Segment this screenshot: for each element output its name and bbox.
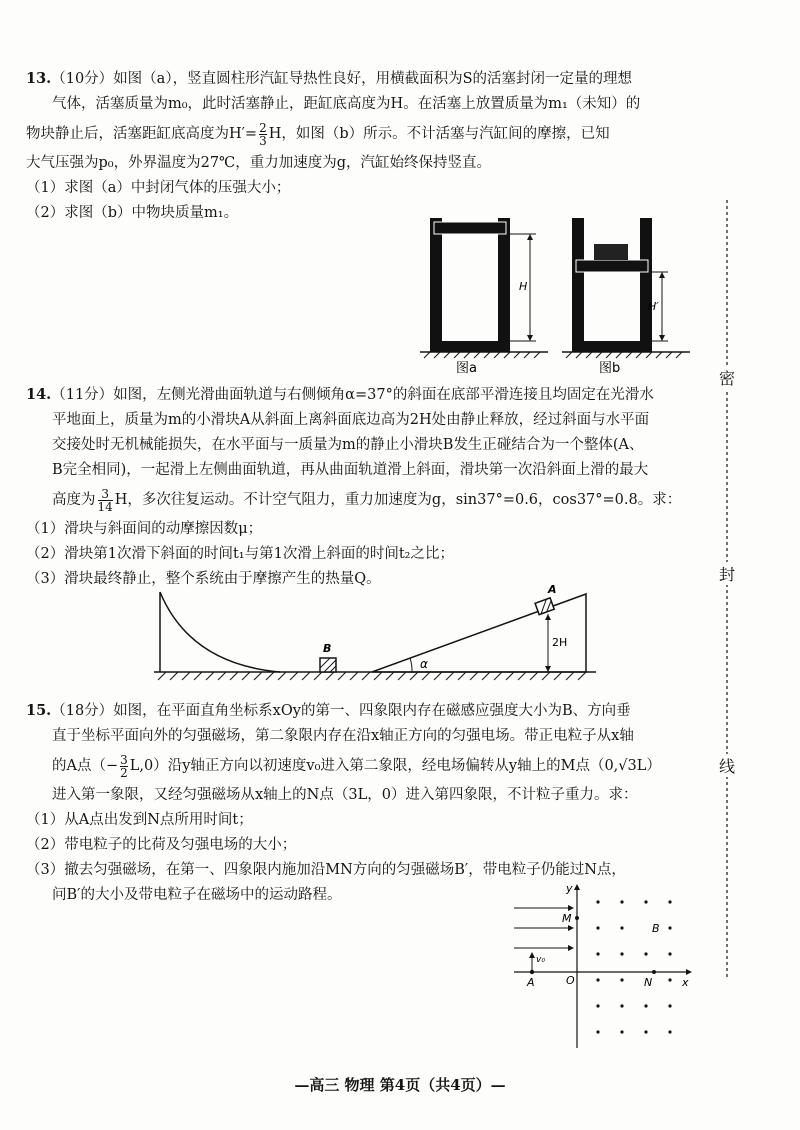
label-M: M <box>562 912 572 925</box>
q15-fraction <box>120 754 128 779</box>
q14-line3: 交接处时无机械能损失，在水平面与一质量为m的静止小滑块B发生正碰结合为一个整体(A、 <box>52 437 644 453</box>
seal-char-feng: 封 <box>712 562 742 585</box>
label-O: O <box>566 974 575 987</box>
fig-a-label: 图a <box>456 361 477 376</box>
seal-char-mi: 密 <box>712 366 742 389</box>
q13-text1: 如图（a），竖直圆柱形汽缸导热性良好，用横截面积为S的活塞封闭一定量的理想 <box>113 71 633 87</box>
q13-frac-num: 2 <box>259 120 267 135</box>
q14-number: 14. <box>26 386 52 403</box>
figure-a <box>420 218 548 376</box>
q13-line1 <box>26 66 706 92</box>
q15-sub3b: 问B′的大小及带电粒子在磁场中的运动路程。 <box>52 887 342 903</box>
q15-text3b: L,0）沿y轴正方向以初速度v₀进入第二象限，经电场偏转从y轴上的M点（0,√3L） <box>129 758 661 774</box>
q15-sub1: （1）从A点出发到N点所用时间t； <box>26 812 253 828</box>
q14-line1 <box>26 382 706 408</box>
label-B: B <box>323 642 332 655</box>
q14-line4: B完全相同)，一起滑上左侧曲面轨道，再从曲面轨道滑上斜面，滑块第一次沿斜面上滑的最大 <box>52 462 649 478</box>
incline <box>372 594 586 672</box>
question-14 <box>26 382 706 592</box>
q13-number: 13. <box>26 70 52 87</box>
label-y: y <box>566 882 573 895</box>
magnetic-field-dots <box>596 900 671 1033</box>
q13-fraction <box>259 122 267 147</box>
q13-line4: 大气压强为p₀，外界温度为27℃，重力加速度为g，汽缸始终保持竖直。 <box>26 155 492 171</box>
q14-figure <box>150 584 600 686</box>
q14-text5a: 高度为 <box>52 492 96 508</box>
q13-sub1: （1）求图（a）中封闭气体的压强大小； <box>26 180 291 196</box>
label-x: x <box>682 976 689 989</box>
q14-sub1: （1）滑块与斜面间的动摩擦因数μ； <box>26 521 263 537</box>
q15-line1 <box>26 698 706 724</box>
q15-number: 15. <box>26 702 52 719</box>
label-A: A <box>548 584 557 596</box>
q13-line3 <box>26 117 706 151</box>
seal-char-xian: 线 <box>712 754 742 777</box>
q14-sub3: （3）滑块最终静止，整个系统由于摩擦产生的热量Q。 <box>26 571 381 587</box>
q15-line4: 进入第一象限，又经匀强磁场从x轴上的N点（3L，0）进入第四象限，不计粒子重力。求： <box>52 787 638 803</box>
q14-sub2: （2）滑块第1次滑下斜面的时间t₁与第1次滑上斜面的时间t₂之比； <box>26 546 454 562</box>
question-13 <box>26 66 706 226</box>
q15-frac-num: 3 <box>120 752 128 767</box>
q15-text1: 如图，在平面直角坐标系xOy的第一、四象限内存在磁感应强度大小为B、方向垂 <box>113 703 631 719</box>
q13-text3b: H，如图（b）所示。不计活塞与汽缸间的摩擦，已知 <box>268 126 610 142</box>
q15-sub2: （2）带电粒子的比荷及匀强电场的大小； <box>26 837 297 853</box>
label-N: N <box>644 976 653 989</box>
page-footer: —高三 物理 第4页（共4页）— <box>294 1076 506 1094</box>
q15-line2: 直于坐标平面向外的匀强磁场，第二象限内存在沿x轴正方向的匀强电场。带正电粒子从x轴 <box>52 728 634 744</box>
q15-score: （18分） <box>51 703 114 719</box>
q13-line2: 气体，活塞质量为m₀，此时活塞静止，距缸底高度为H。在活塞上放置质量为m₁（未知）的 <box>52 96 641 112</box>
block-a <box>535 598 554 615</box>
fig-b-label: 图b <box>599 361 621 376</box>
q13-frac-den: 3 <box>259 133 267 148</box>
label-v0: v₀ <box>536 955 545 965</box>
q15-frac-den: 2 <box>120 765 128 780</box>
q13-text3a: 物块静止后，活塞距缸底高度为H′= <box>26 126 258 142</box>
q13-sub2: （2）求图（b）中物块质量m₁。 <box>26 205 239 221</box>
q14-text5b: H，多次往复运动。不计空气阻力，重力加速度为g，sin37°=0.6，cos37°=0.8。求： <box>114 492 682 508</box>
q15-text3a: 的A点（− <box>52 758 119 774</box>
curved-track <box>160 592 280 672</box>
q14-frac-den: 14 <box>97 499 113 514</box>
q14-score: （11分） <box>51 387 114 403</box>
q15-sub3a: （3）撤去匀强磁场，在第一、四象限内施加沿MN方向的匀强磁场B′，带电粒子仍能过N点， <box>26 862 626 878</box>
q14-line2: 平地面上，质量为m的小滑块A从斜面上离斜面底边高为2H处由静止释放，经过斜面与水平面 <box>52 412 650 428</box>
label-H-prime: H′ <box>648 300 659 313</box>
label-B: B <box>652 922 660 935</box>
question-15 <box>26 698 706 908</box>
q14-text1: 如图，左侧光滑曲面轨道与右侧倾角α=37°的斜面在底部平滑连接且均固定在光滑水 <box>113 387 654 403</box>
q15-line3 <box>26 749 706 783</box>
q14-frac-num: 3 <box>101 486 109 501</box>
seal-dotted-line <box>712 200 742 980</box>
label-H: H <box>519 280 528 293</box>
label-alpha: α <box>420 657 428 671</box>
figure-b <box>562 218 690 376</box>
q13-score: （10分） <box>51 71 114 87</box>
q14-fraction <box>98 488 113 513</box>
label-A: A <box>527 976 535 989</box>
label-2H: 2H <box>552 636 568 649</box>
q13-figure <box>418 208 708 378</box>
q14-line5 <box>26 483 706 517</box>
q15-figure <box>508 878 698 1054</box>
